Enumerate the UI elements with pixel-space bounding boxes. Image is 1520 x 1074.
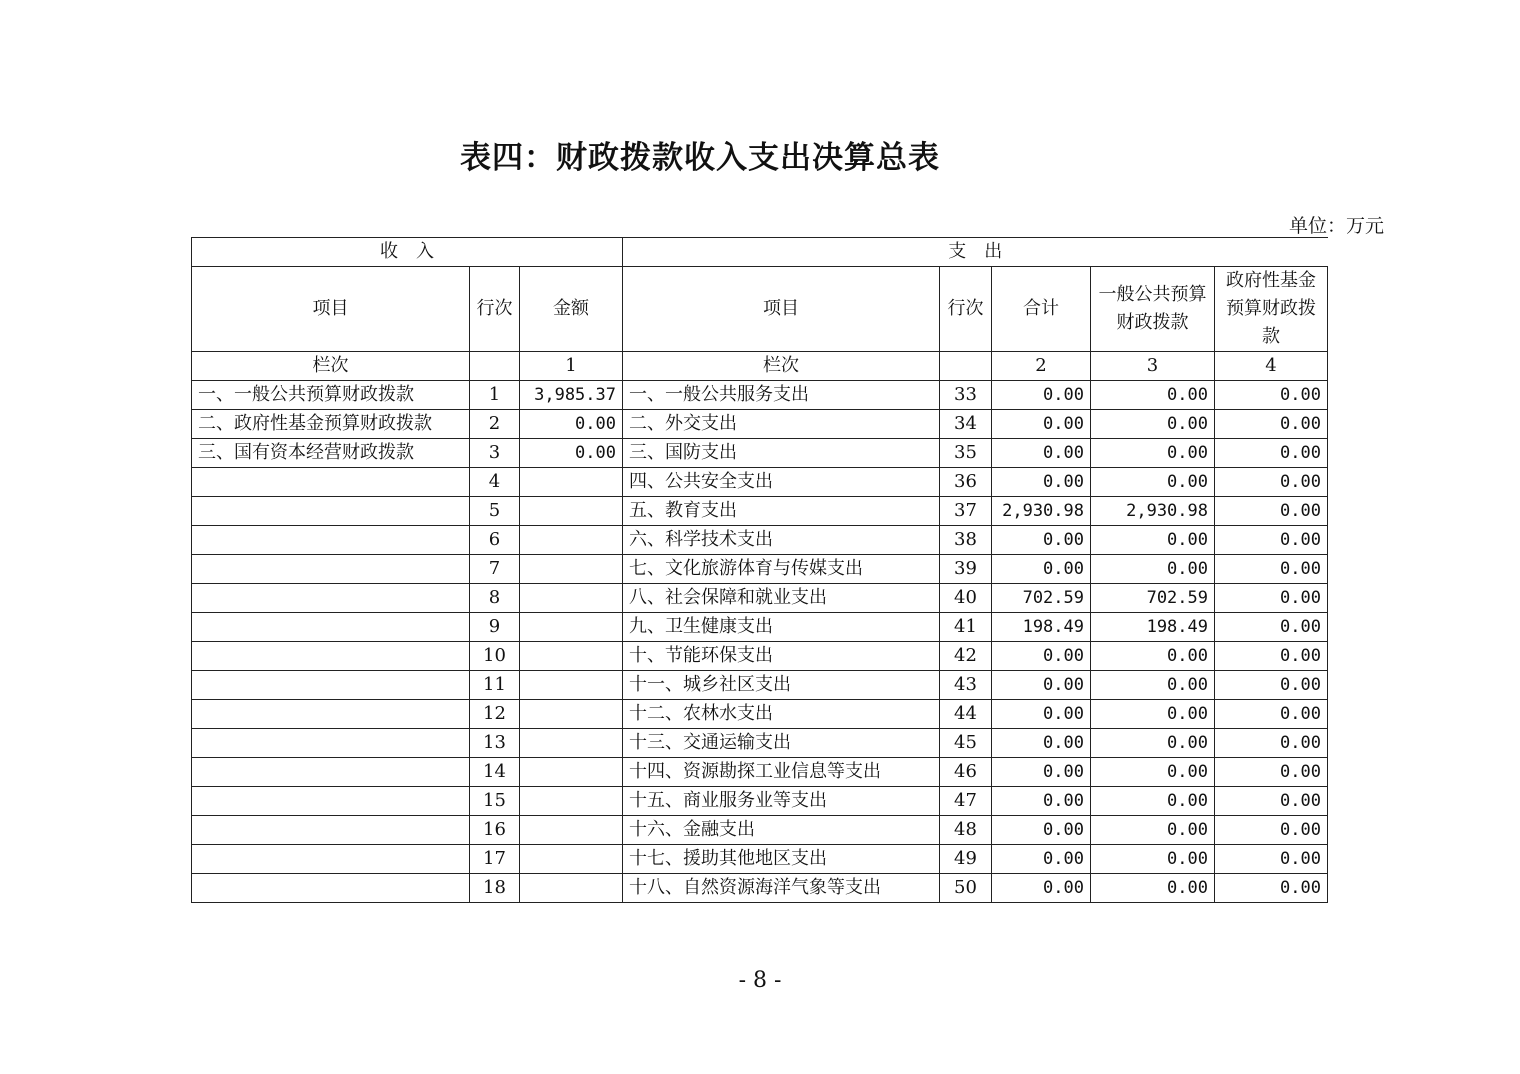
expense-item-cell: 六、科学技术支出 [623, 526, 940, 555]
income-item-cell [192, 468, 470, 497]
income-row-no-cell: 5 [470, 497, 520, 526]
income-item-cell: 一、一般公共预算财政拨款 [192, 381, 470, 410]
group-header-row [192, 238, 1328, 267]
income-row-no-cell: 17 [470, 845, 520, 874]
expense-row-no-cell: 48 [940, 816, 992, 845]
expense-total-cell: 0.00 [992, 468, 1091, 497]
income-item-cell [192, 671, 470, 700]
income-amount-cell [520, 555, 623, 584]
income-amount-cell [520, 497, 623, 526]
income-row-no-header: 行次 [470, 267, 520, 352]
expense-total-cell: 0.00 [992, 700, 1091, 729]
table-row [192, 845, 1328, 874]
expense-total-cell: 0.00 [992, 642, 1091, 671]
table-row [192, 410, 1328, 439]
table-row [192, 613, 1328, 642]
expense-item-cell: 十八、自然资源海洋气象等支出 [623, 874, 940, 903]
income-row-no-cell: 13 [470, 729, 520, 758]
expense-row-no-cell: 46 [940, 758, 992, 787]
income-row-no-cell: 2 [470, 410, 520, 439]
expense-general-cell: 0.00 [1091, 874, 1215, 903]
expense-total-cell: 0.00 [992, 410, 1091, 439]
appropriation-summary-table [191, 237, 1328, 903]
expense-row-no-cell: 40 [940, 584, 992, 613]
table-row [192, 584, 1328, 613]
expense-general-cell: 702.59 [1091, 584, 1215, 613]
income-amount-cell [520, 816, 623, 845]
expense-general-header: 一般公共预算财政拨款 [1091, 267, 1215, 352]
expense-item-cell: 二、外交支出 [623, 410, 940, 439]
table-row [192, 526, 1328, 555]
expense-fund-cell: 0.00 [1215, 410, 1328, 439]
expense-general-cell: 0.00 [1091, 468, 1215, 497]
income-item-cell [192, 700, 470, 729]
income-amount-cell [520, 671, 623, 700]
expense-general-cell: 0.00 [1091, 787, 1215, 816]
expense-total-cell: 0.00 [992, 671, 1091, 700]
total-index: 2 [992, 352, 1091, 381]
income-item-cell: 二、政府性基金预算财政拨款 [192, 410, 470, 439]
table-row [192, 497, 1328, 526]
income-index-blank [470, 352, 520, 381]
expense-row-no-cell: 34 [940, 410, 992, 439]
table-row [192, 642, 1328, 671]
income-row-no-cell: 14 [470, 758, 520, 787]
expense-general-cell: 0.00 [1091, 555, 1215, 584]
expense-row-no-cell: 44 [940, 700, 992, 729]
expense-fund-cell: 0.00 [1215, 758, 1328, 787]
expense-item-cell: 十三、交通运输支出 [623, 729, 940, 758]
fund-index: 4 [1215, 352, 1328, 381]
expense-row-no-cell: 50 [940, 874, 992, 903]
expense-fund-cell: 0.00 [1215, 874, 1328, 903]
expense-item-cell: 十一、城乡社区支出 [623, 671, 940, 700]
expense-fund-cell: 0.00 [1215, 497, 1328, 526]
income-item-cell [192, 816, 470, 845]
income-item-cell [192, 526, 470, 555]
income-row-no-cell: 3 [470, 439, 520, 468]
income-amount-cell [520, 758, 623, 787]
expense-index-blank [940, 352, 992, 381]
expense-row-no-cell: 36 [940, 468, 992, 497]
income-item-cell [192, 787, 470, 816]
table-row [192, 468, 1328, 497]
income-item-cell [192, 758, 470, 787]
income-item-cell [192, 845, 470, 874]
expense-fund-cell: 0.00 [1215, 816, 1328, 845]
expense-general-cell: 2,930.98 [1091, 497, 1215, 526]
income-item-cell [192, 729, 470, 758]
expense-general-cell: 0.00 [1091, 439, 1215, 468]
expense-general-cell: 0.00 [1091, 381, 1215, 410]
column-index-row [192, 352, 1328, 381]
column-header-row [192, 267, 1328, 352]
expense-general-cell: 0.00 [1091, 845, 1215, 874]
table-row [192, 729, 1328, 758]
expense-item-cell: 五、教育支出 [623, 497, 940, 526]
page-number: - 8 - [738, 968, 782, 993]
income-amount-cell [520, 526, 623, 555]
expense-row-no-cell: 45 [940, 729, 992, 758]
expense-general-cell: 0.00 [1091, 729, 1215, 758]
expense-general-cell: 0.00 [1091, 642, 1215, 671]
income-item-header: 项目 [192, 267, 470, 352]
expense-general-cell: 198.49 [1091, 613, 1215, 642]
expense-item-cell: 十二、农林水支出 [623, 700, 940, 729]
expense-row-no-header: 行次 [940, 267, 992, 352]
income-row-no-cell: 8 [470, 584, 520, 613]
expense-total-cell: 702.59 [992, 584, 1091, 613]
expense-total-cell: 0.00 [992, 526, 1091, 555]
income-row-no-cell: 10 [470, 642, 520, 671]
income-row-no-cell: 9 [470, 613, 520, 642]
income-row-no-cell: 11 [470, 671, 520, 700]
income-row-no-cell: 12 [470, 700, 520, 729]
expense-fund-cell: 0.00 [1215, 845, 1328, 874]
expense-general-cell: 0.00 [1091, 758, 1215, 787]
expense-general-cell: 0.00 [1091, 671, 1215, 700]
income-item-cell [192, 874, 470, 903]
expense-row-no-cell: 38 [940, 526, 992, 555]
expense-fund-header: 政府性基金预算财政拨款 [1215, 267, 1328, 352]
expense-fund-cell: 0.00 [1215, 729, 1328, 758]
income-amount-cell [520, 613, 623, 642]
expense-total-cell: 0.00 [992, 787, 1091, 816]
expense-item-cell: 八、社会保障和就业支出 [623, 584, 940, 613]
expense-item-cell: 十、节能环保支出 [623, 642, 940, 671]
expense-item-cell: 三、国防支出 [623, 439, 940, 468]
income-item-cell [192, 555, 470, 584]
expense-item-cell: 十七、援助其他地区支出 [623, 845, 940, 874]
expense-row-no-cell: 49 [940, 845, 992, 874]
table-row [192, 758, 1328, 787]
income-item-cell [192, 642, 470, 671]
income-amount-cell [520, 700, 623, 729]
expense-item-cell: 七、文化旅游体育与传媒支出 [623, 555, 940, 584]
expense-item-header: 项目 [623, 267, 940, 352]
expense-row-no-cell: 42 [940, 642, 992, 671]
income-row-no-cell: 7 [470, 555, 520, 584]
income-index-label: 栏次 [192, 352, 470, 381]
expense-fund-cell: 0.00 [1215, 584, 1328, 613]
expense-item-cell: 十六、金融支出 [623, 816, 940, 845]
table-row [192, 439, 1328, 468]
report-title: 表四：财政拨款收入支出决算总表 [460, 140, 940, 176]
income-amount-cell [520, 874, 623, 903]
income-row-no-cell: 6 [470, 526, 520, 555]
income-row-no-cell: 1 [470, 381, 520, 410]
income-amount-cell: 0.00 [520, 410, 623, 439]
income-group-header: 收 入 [192, 238, 623, 267]
expense-total-cell: 2,930.98 [992, 497, 1091, 526]
income-item-cell [192, 584, 470, 613]
income-amount-cell [520, 729, 623, 758]
expense-group-header: 支 出 [623, 238, 1328, 267]
expense-item-cell: 四、公共安全支出 [623, 468, 940, 497]
expense-row-no-cell: 43 [940, 671, 992, 700]
expense-row-no-cell: 47 [940, 787, 992, 816]
income-row-no-cell: 16 [470, 816, 520, 845]
expense-total-cell: 0.00 [992, 729, 1091, 758]
income-row-no-cell: 15 [470, 787, 520, 816]
expense-general-cell: 0.00 [1091, 526, 1215, 555]
income-amount-cell: 3,985.37 [520, 381, 623, 410]
expense-total-cell: 0.00 [992, 758, 1091, 787]
expense-fund-cell: 0.00 [1215, 671, 1328, 700]
expense-fund-cell: 0.00 [1215, 613, 1328, 642]
unit-label: 单位：万元 [1289, 215, 1385, 237]
expense-general-cell: 0.00 [1091, 816, 1215, 845]
income-item-cell [192, 613, 470, 642]
expense-fund-cell: 0.00 [1215, 526, 1328, 555]
income-amount-cell: 0.00 [520, 439, 623, 468]
income-amount-cell [520, 468, 623, 497]
table-row [192, 555, 1328, 584]
expense-fund-cell: 0.00 [1215, 700, 1328, 729]
expense-item-cell: 九、卫生健康支出 [623, 613, 940, 642]
expense-row-no-cell: 35 [940, 439, 992, 468]
expense-item-cell: 一、一般公共服务支出 [623, 381, 940, 410]
income-amount-cell [520, 642, 623, 671]
income-amount-header: 金额 [520, 267, 623, 352]
income-amount-cell [520, 584, 623, 613]
expense-general-cell: 0.00 [1091, 410, 1215, 439]
expense-general-cell: 0.00 [1091, 700, 1215, 729]
table-row [192, 381, 1328, 410]
income-amount-cell [520, 787, 623, 816]
table-row [192, 671, 1328, 700]
income-item-cell [192, 497, 470, 526]
expense-row-no-cell: 33 [940, 381, 992, 410]
expense-total-header: 合计 [992, 267, 1091, 352]
general-index: 3 [1091, 352, 1215, 381]
income-amount-cell [520, 845, 623, 874]
expense-total-cell: 0.00 [992, 439, 1091, 468]
expense-fund-cell: 0.00 [1215, 555, 1328, 584]
expense-total-cell: 198.49 [992, 613, 1091, 642]
income-amount-index: 1 [520, 352, 623, 381]
expense-fund-cell: 0.00 [1215, 381, 1328, 410]
expense-fund-cell: 0.00 [1215, 642, 1328, 671]
expense-item-cell: 十四、资源勘探工业信息等支出 [623, 758, 940, 787]
table-row [192, 700, 1328, 729]
expense-row-no-cell: 41 [940, 613, 992, 642]
expense-total-cell: 0.00 [992, 874, 1091, 903]
expense-item-cell: 十五、商业服务业等支出 [623, 787, 940, 816]
table-body [192, 381, 1328, 903]
expense-fund-cell: 0.00 [1215, 468, 1328, 497]
table-row [192, 874, 1328, 903]
expense-row-no-cell: 39 [940, 555, 992, 584]
income-item-cell: 三、国有资本经营财政拨款 [192, 439, 470, 468]
expense-total-cell: 0.00 [992, 555, 1091, 584]
expense-total-cell: 0.00 [992, 816, 1091, 845]
expense-total-cell: 0.00 [992, 845, 1091, 874]
expense-total-cell: 0.00 [992, 381, 1091, 410]
income-row-no-cell: 4 [470, 468, 520, 497]
table-row [192, 787, 1328, 816]
expense-index-label: 栏次 [623, 352, 940, 381]
expense-fund-cell: 0.00 [1215, 439, 1328, 468]
income-row-no-cell: 18 [470, 874, 520, 903]
table-row [192, 816, 1328, 845]
expense-fund-cell: 0.00 [1215, 787, 1328, 816]
expense-row-no-cell: 37 [940, 497, 992, 526]
